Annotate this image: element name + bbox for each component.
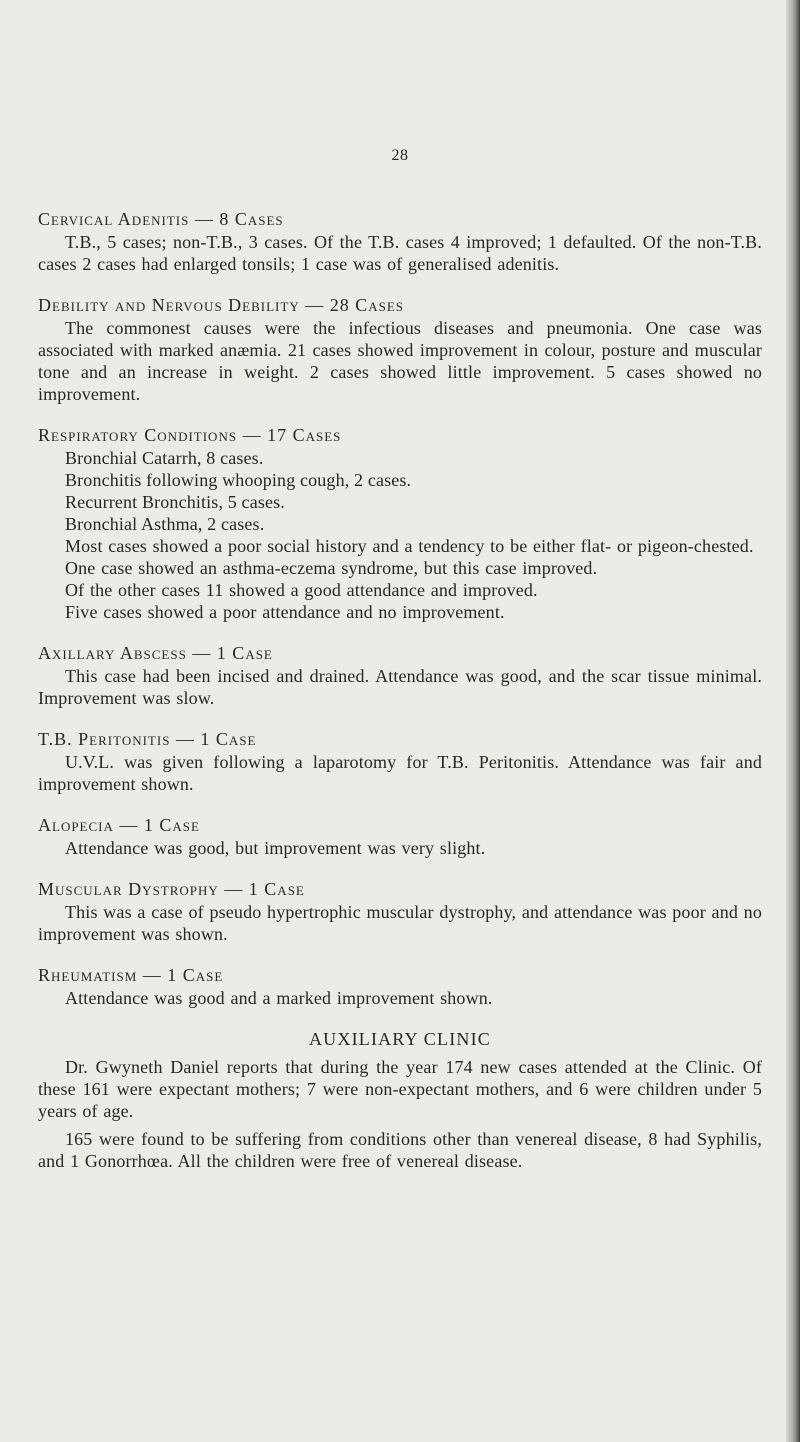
section-paragraph: Most cases showed a poor social history and a tendency to be either flat- or pigeon-chested. — [65, 536, 754, 556]
section-alopecia — [38, 814, 762, 859]
section-paragraph: U.V.L. was given following a laparotomy for T.B. Peritonitis. Attendance was fair and improvement shown. — [38, 752, 762, 794]
page-edge — [786, 0, 800, 1442]
section-paragraph: One case showed an asthma-eczema syndrome, but this case improved. — [65, 558, 598, 578]
section-paragraph: 165 were found to be suffering from conditions other than venereal disease, 8 had Syphilis, and 1 Gonorrhœa. All the children were free of venereal disease. — [38, 1129, 762, 1171]
section-paragraph: Attendance was good and a marked improvement shown. — [65, 988, 493, 1008]
section-respiratory-conditions — [38, 424, 762, 623]
condition-line: Bronchial Asthma, 2 cases. — [65, 514, 265, 534]
section-heading: Respiratory Conditions — 17 Cases — [38, 425, 342, 445]
section-cervical-adenitis — [38, 208, 762, 275]
section-heading: Rheumatism — 1 Case — [38, 965, 224, 985]
section-paragraph: Of the other cases 11 showed a good attendance and improved. — [65, 580, 538, 600]
condition-line: Bronchial Catarrh, 8 cases. — [65, 448, 264, 468]
condition-line: Recurrent Bronchitis, 5 cases. — [65, 492, 285, 512]
section-tb-peritonitis — [38, 728, 762, 795]
section-paragraph: This case had been incised and drained. Attendance was good, and the scar tissue minimal. Improvement was slow. — [38, 666, 762, 708]
section-heading: Axillary Abscess — 1 Case — [38, 643, 273, 663]
auxiliary-clinic-heading: AUXILIARY CLINIC — [308, 1029, 492, 1049]
section-heading: Alopecia — 1 Case — [38, 815, 200, 835]
section-heading: Cervical Adenitis — 8 Cases — [38, 209, 284, 229]
section-paragraph: Five cases showed a poor attendance and no improvement. — [65, 602, 505, 622]
section-auxiliary-clinic — [38, 1028, 762, 1172]
document-body — [38, 208, 762, 1191]
section-rheumatism — [38, 964, 762, 1009]
section-axillary-abscess — [38, 642, 762, 709]
section-debility — [38, 294, 762, 405]
section-paragraph: Dr. Gwyneth Daniel reports that during the year 174 new cases attended at the Clinic. Of these 161 were expectant mothers; 7 were non-expectant mothers, and 6 were children under 5 years of age. — [38, 1057, 762, 1121]
page-number: 28 — [391, 147, 409, 164]
section-paragraph: Attendance was good, but improvement was very slight. — [65, 838, 486, 858]
section-heading: Muscular Dystrophy — 1 Case — [38, 879, 305, 899]
section-heading: T.B. Peritonitis — 1 Case — [38, 729, 257, 749]
section-heading: Debility and Nervous Debility — 28 Cases — [38, 295, 405, 315]
condition-line: Bronchitis following whooping cough, 2 cases. — [65, 470, 412, 490]
section-paragraph: The commonest causes were the infectious diseases and pneumonia. One case was associated with marked anæmia. 21 cases showed improvement in colour, posture and muscular tone and an increase in weight. 2 cases showed little improvement. 5 cases showed no improvement. — [38, 318, 762, 404]
section-paragraph: This was a case of pseudo hypertrophic muscular dystrophy, and attendance was poor and no improvement was shown. — [38, 902, 762, 944]
section-paragraph: T.B., 5 cases; non-T.B., 3 cases. Of the T.B. cases 4 improved; 1 defaulted. Of the non-T.B. cases 2 cases had enlarged tonsils; 1 case was of generalised adenitis. — [38, 232, 762, 274]
section-muscular-dystrophy — [38, 878, 762, 945]
